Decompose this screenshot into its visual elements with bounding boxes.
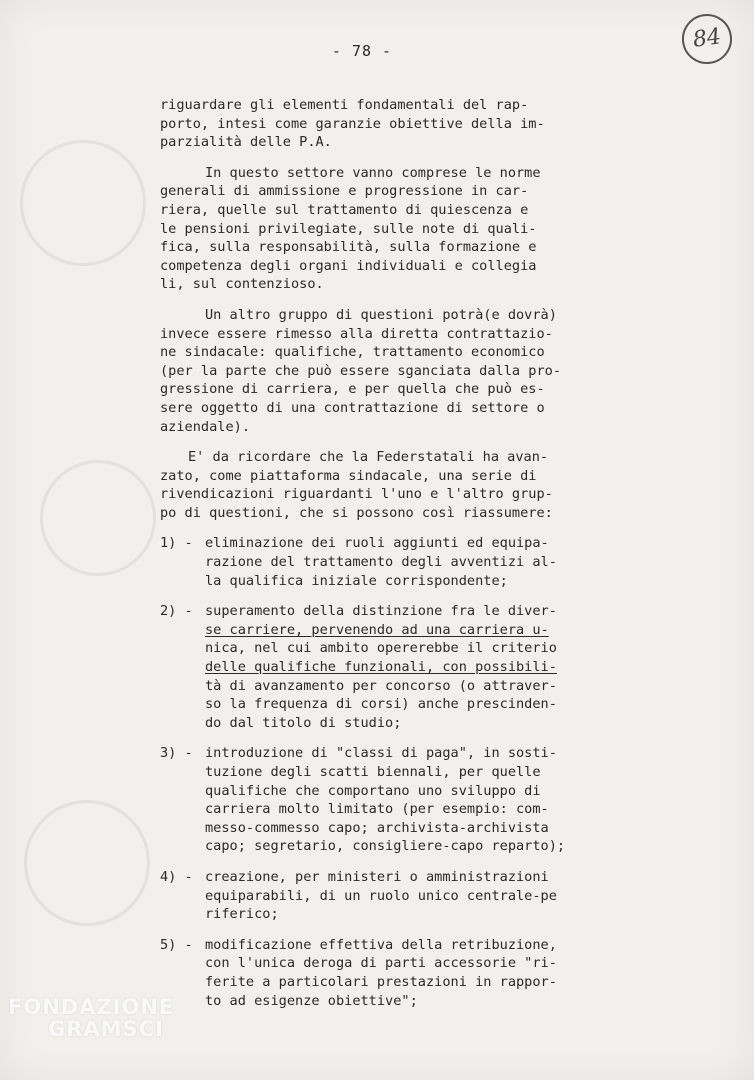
handwritten-folio-number: 84 bbox=[679, 11, 735, 67]
text-line: introduzione di "classi di paga", in sosti- bbox=[205, 745, 557, 762]
text-line: aziendale). bbox=[160, 418, 251, 435]
text-line: In questo settore vanno comprese le norme bbox=[205, 164, 541, 181]
text-line: sere oggetto di una contrattazione di settore o bbox=[160, 399, 545, 416]
text-line: competenza degli organi individuali e collegia bbox=[160, 257, 537, 274]
text-line: tà di avanzamento per concorso (o attraver- bbox=[205, 677, 557, 694]
text-line: ne sindacale: qualifiche, trattamento economico bbox=[160, 344, 545, 361]
list-item-number: 5) - bbox=[160, 936, 193, 953]
text-line: equiparabili, di un ruolo unico centrale-pe bbox=[205, 887, 557, 904]
text-line: rivendicazioni riguardanti l'uno e l'altro grup- bbox=[160, 486, 553, 503]
list-item bbox=[160, 868, 620, 924]
watermark-line: GRAMSCI bbox=[48, 1017, 164, 1041]
text-line: do dal titolo di studio; bbox=[205, 714, 402, 731]
text-line: so la frequenza di corsi) anche prescinden- bbox=[205, 696, 557, 713]
text-line: nica, nel cui ambito opererebbe il criterio bbox=[205, 640, 557, 657]
page-number: - 78 - bbox=[331, 42, 393, 60]
text-line: creazione, per ministeri o amministrazioni bbox=[205, 868, 549, 885]
list-item-number: 3) - bbox=[160, 745, 193, 762]
text-line: con l'unica deroga di parti accessorie "ri- bbox=[205, 955, 557, 972]
text-line: generali di ammissione e progressione in car- bbox=[160, 183, 529, 200]
text-line: po di questioni, che si possono così riassumere: bbox=[160, 504, 553, 521]
fondazione-gramsci-watermark bbox=[8, 996, 174, 1040]
text-line: superamento della distinzione fra le diver- bbox=[205, 603, 557, 620]
text-line: riferico; bbox=[205, 906, 279, 923]
text-line: riguardare gli elementi fondamentali del rap- bbox=[160, 97, 529, 113]
text-line: li, sul contenzioso. bbox=[160, 276, 324, 293]
paragraph bbox=[160, 96, 620, 152]
text-line: modificazione effettiva della retribuzione, bbox=[205, 936, 557, 953]
paragraph bbox=[160, 306, 620, 436]
body-text bbox=[160, 96, 620, 1022]
list-item-number: 1) - bbox=[160, 535, 193, 552]
text-line: razione del trattamento degli avventizi al- bbox=[205, 554, 557, 571]
list-item-number: 2) - bbox=[160, 603, 193, 620]
text-line: capo; segretario, consigliere-capo reparto); bbox=[205, 838, 566, 855]
text-line: porto, intesi come garanzie obiettive della im- bbox=[160, 115, 545, 132]
text-line: ferite a particolari prestazioni in rappor- bbox=[205, 973, 557, 990]
watermark-line: FONDAZIONE bbox=[8, 995, 175, 1019]
text-line: fica, sulla responsabilità, sulla formazione e bbox=[160, 239, 537, 256]
text-line: Un altro gruppo di questioni potrà(e dovrà) bbox=[205, 306, 557, 323]
text-line: la qualifica iniziale corrispondente; bbox=[205, 572, 508, 589]
text-line: tuzione degli scatti biennali, per quelle bbox=[205, 764, 541, 780]
list-item bbox=[160, 936, 620, 1010]
text-line: invece essere rimesso alla diretta contrattazio- bbox=[160, 325, 553, 342]
text-line: riera, quelle sul trattamento di quiescenza e bbox=[160, 201, 529, 218]
list-item bbox=[160, 602, 620, 732]
text-line: messo-commesso capo; archivista-archivista bbox=[205, 819, 549, 836]
text-line: zato, come piattaforma sindacale, una serie di bbox=[160, 467, 537, 484]
faded-stamp bbox=[40, 460, 156, 576]
text-line: E' da ricordare che la Federstatali ha avan- bbox=[188, 449, 549, 466]
faded-stamp bbox=[24, 800, 150, 926]
text-line: eliminazione dei ruoli aggiunti ed equipa- bbox=[205, 535, 549, 552]
underlined-text-line: delle qualifiche funzionali, con possibili- bbox=[205, 659, 557, 676]
list-item bbox=[160, 534, 620, 590]
text-line: gressione di carriera, e per quella che può es- bbox=[160, 381, 545, 398]
paragraph bbox=[160, 164, 620, 294]
text-line: parzialità delle P.A. bbox=[160, 134, 332, 151]
text-line: carriera molto limitato (per esempio: com- bbox=[205, 801, 549, 818]
text-line: to ad esigenze obiettive"; bbox=[205, 992, 418, 1009]
list-item bbox=[160, 744, 620, 856]
faded-stamp bbox=[20, 140, 146, 266]
list-item-number: 4) - bbox=[160, 868, 193, 885]
paragraph bbox=[160, 448, 620, 522]
text-line: (per la parte che può essere sganciata dalla pro- bbox=[160, 362, 562, 379]
text-line: le pensioni privilegiate, sulle note di quali- bbox=[160, 220, 537, 237]
underlined-text-line: se carriere, pervenendo ad una carriera u- bbox=[205, 621, 549, 638]
text-line: qualifiche che comportano uno sviluppo di bbox=[205, 782, 541, 799]
